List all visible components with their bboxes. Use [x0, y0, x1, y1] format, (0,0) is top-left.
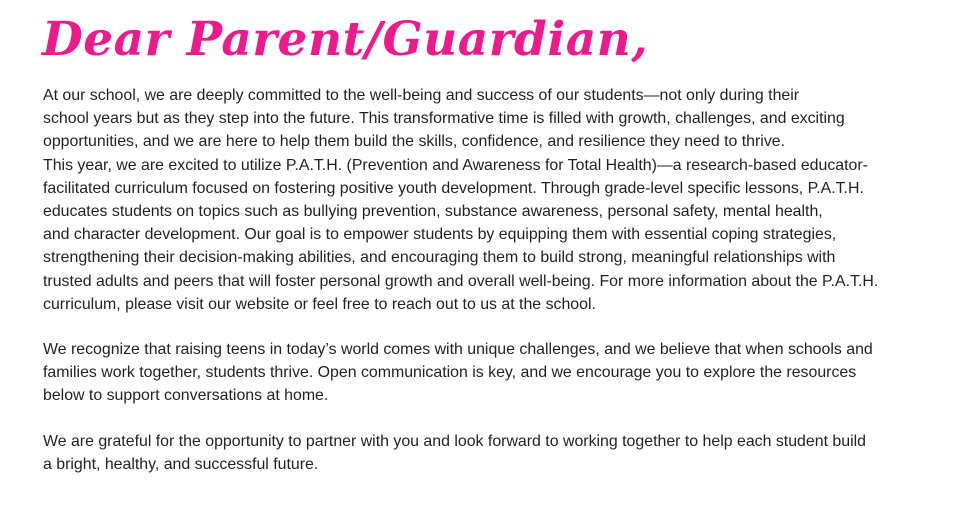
- body-line: a bright, healthy, and successful future.: [43, 455, 319, 473]
- body-line: facilitated curriculum focused on fostering positive youth development. Through grade-level specific lessons, P.A.T.H.: [43, 179, 864, 197]
- paragraph-path-curriculum: [43, 154, 953, 316]
- body-line: This year, we are excited to utilize P.A.T.H. (Prevention and Awareness for Total Health)—a research-based educator-: [43, 156, 868, 174]
- letter-body: [43, 84, 953, 476]
- paragraph-spacer: [43, 316, 953, 338]
- body-line: educates students on topics such as bullying prevention, substance awareness, personal safety, mental health,: [43, 203, 823, 221]
- body-line: opportunities, and we are here to help them build the skills, confidence, and resilience they need to thrive.: [43, 133, 786, 151]
- body-line: and character development. Our goal is to empower students by equipping them with essential coping strategies,: [43, 226, 837, 244]
- body-line: curriculum, please visit our website or feel free to reach out to us at the school.: [43, 295, 596, 313]
- body-line: families work together, students thrive. Open communication is key, and we encourage you to explore the resources: [43, 364, 857, 382]
- salutation-heading: Dear Parent/Guardian,: [42, 12, 649, 67]
- body-line: We are grateful for the opportunity to partner with you and look forward to working together to help each student build: [43, 432, 866, 450]
- body-line: We recognize that raising teens in today’s world comes with unique challenges, and we believe that when schools and: [43, 341, 873, 359]
- paragraph-commitment: [43, 84, 953, 154]
- body-line: At our school, we are deeply committed to the well-being and success of our students—not only during their: [43, 87, 800, 104]
- body-line: strengthening their decision-making abilities, and encouraging them to build strong, meaningful relationships with: [43, 249, 836, 267]
- body-line: below to support conversations at home.: [43, 387, 329, 405]
- body-line: school years but as they step into the future. This transformative time is filled with growth, challenges, and exciting: [43, 110, 845, 128]
- paragraph-challenges: [43, 338, 953, 408]
- body-line: trusted adults and peers that will foster personal growth and overall well-being. For more information about the P.A.T.H.: [43, 272, 879, 290]
- paragraph-spacer: [43, 408, 953, 430]
- paragraph-gratitude: [43, 430, 953, 476]
